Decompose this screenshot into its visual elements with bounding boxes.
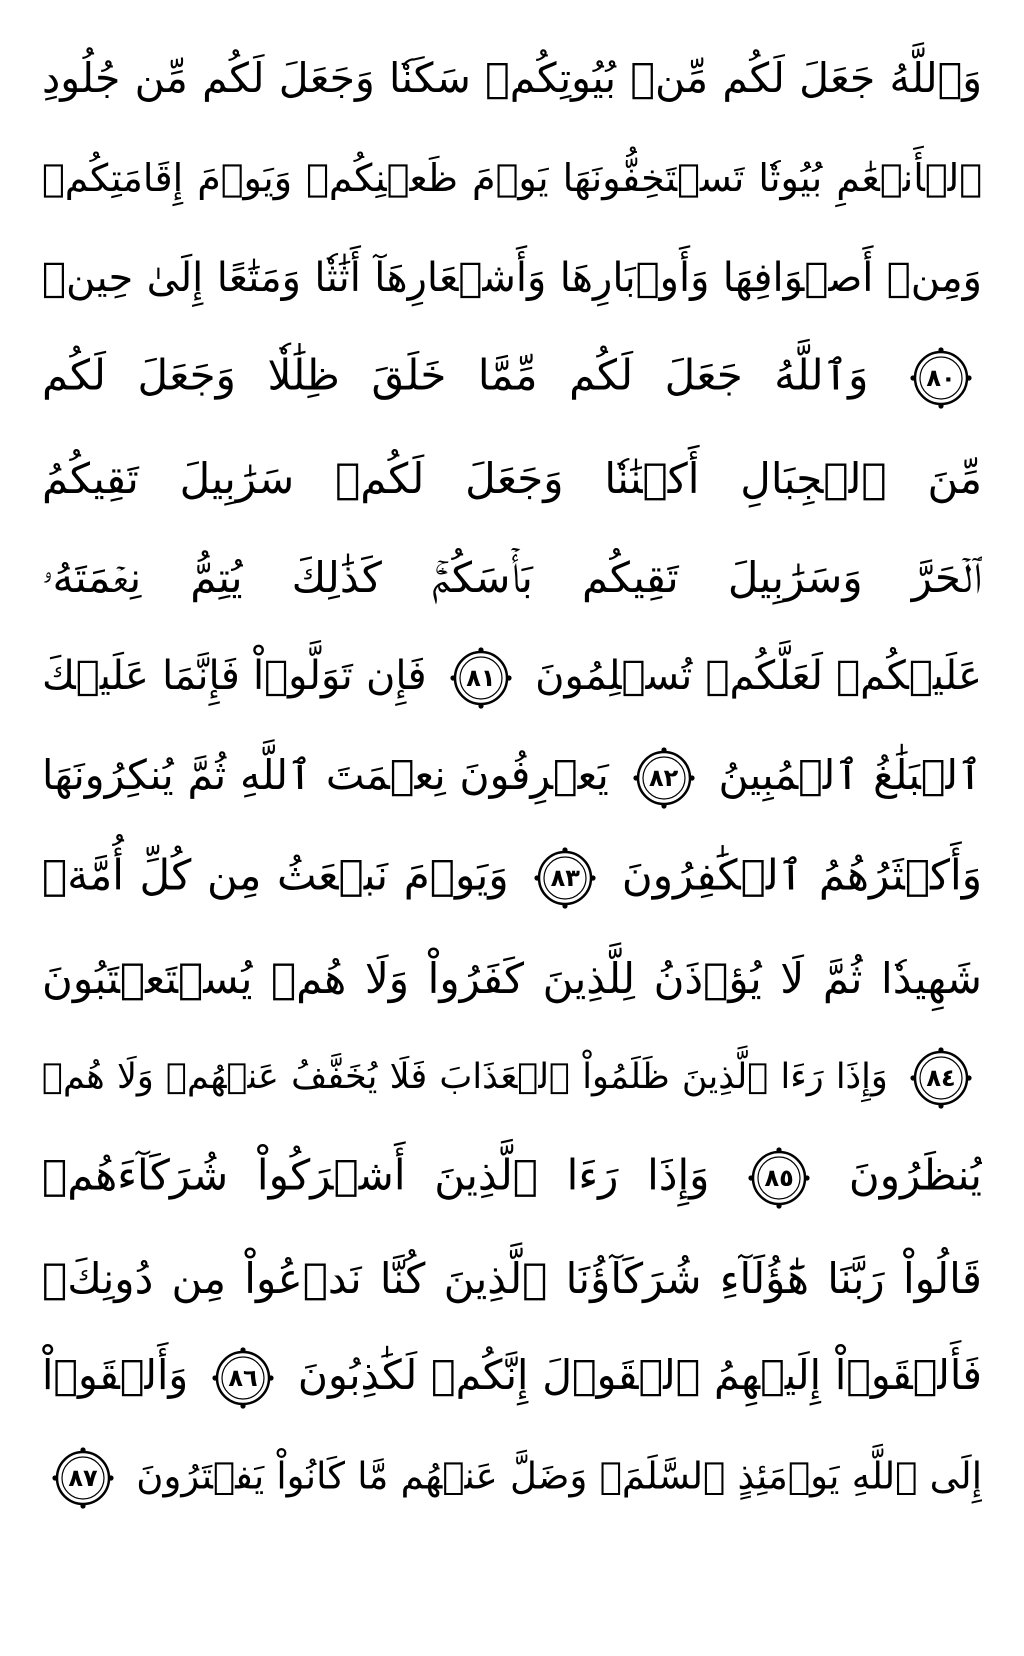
verse-line [42,928,982,1028]
verse-text: وَإِذَا رَءَا ٱلَّذِينَ ظَلَمُواْ ٱلۡعَذَابَ فَلَا يُخَفَّفُ عَنۡهُمۡ وَلَا هُمۡ [42,1057,888,1097]
verse-line-text [42,54,982,102]
ayah-number: ٨٥ [764,1164,794,1192]
verse-line-text [42,1347,982,1409]
verse-line [42,1328,982,1428]
verse-line [42,28,982,128]
verse-line [42,628,982,728]
ayah-number-marker [910,347,972,409]
verse-text: عَلَيۡكُمۡ لَعَلَّكُمۡ تُسۡلِمُونَ [535,653,982,699]
ayah-number: ٨٣ [550,864,580,892]
verse-line-text [42,1447,982,1509]
verse-line [42,428,982,528]
ayah-number: ٨٦ [228,1364,258,1392]
verse-line-text [42,553,982,603]
verse-text: وَإِذَا رَءَا ٱلَّذِينَ أَشۡرَكُواْ شُرَكَآءَهُمۡ [42,1150,710,1200]
verse-text: مِّنَ ٱلۡجِبَالِ أَكۡنَٰنٗا وَجَعَلَ لَكُمۡ سَرَٰبِيلَ تَقِيكُمُ [42,453,982,503]
verse-line-text [42,1147,982,1209]
ayah-number: ٨٤ [926,1064,956,1092]
ayah-number-marker [52,1447,114,1509]
verse-line [42,528,982,628]
ayah-number-marker [450,647,512,709]
verse-text: شَهِيدٗا ثُمَّ لَا يُؤۡذَنُ لِلَّذِينَ كَفَرُواْ وَلَا هُمۡ يُسۡتَعۡتَبُونَ [42,953,982,1003]
verse-text: إِلَى ٱللَّهِ يَوۡمَئِذٍ ٱلسَّلَمَۖ وَضَلَّ عَنۡهُم مَّا كَانُواْ يَفۡتَرُونَ [136,1454,982,1498]
verse-text: ٱلۡأَنۡعَٰمِ بُيُوتٗا تَسۡتَخِفُّونَهَا يَوۡمَ ظَعۡنِكُمۡ وَيَوۡمَ إِقَامَتِكُمۡ [42,156,982,200]
verse-text: قَالُواْ رَبَّنَا هَٰٓؤُلَآءِ شُرَكَآؤُنَا ٱلَّذِينَ كُنَّا نَدۡعُواْ مِن دُونِكَۖ [42,1253,982,1303]
verse-line-text [42,847,982,909]
verse-line-text [42,156,982,200]
verse-text: وَأَكۡثَرُهُمُ ٱلۡكَٰفِرُونَ [621,850,982,900]
verse-line [42,728,982,828]
verse-line [42,1128,982,1228]
ayah-number-marker [748,1147,810,1209]
verse-line-text [42,255,982,301]
ayah-number: ٨٠ [926,364,956,392]
verse-text: ٱلۡبَلَٰغُ ٱلۡمُبِينُ [718,751,982,799]
verse-lines [42,28,982,1528]
verse-line [42,128,982,228]
ayah-number-marker [534,847,596,909]
verse-text: وَيَوۡمَ نَبۡعَثُ مِن كُلِّ أُمَّةٖ [42,850,509,900]
verse-line [42,828,982,928]
verse-line-text [42,454,982,503]
verse-text: وَمِنۡ أَصۡوَافِهَا وَأَوۡبَارِهَا وَأَشۡعَارِهَآ أَثَٰثٗا وَمَتَٰعًا إِلَىٰ حِينٖ [42,255,982,301]
verse-text: وَٱللَّهُ جَعَلَ لَكُم مِّنۢ بُيُوتِكُمۡ سَكَنٗا وَجَعَلَ لَكُم مِّن جُلُودِ [42,54,982,102]
verse-text: يَعۡرِفُونَ نِعۡمَتَ ٱللَّهِ ثُمَّ يُنكِرُونَهَا [42,751,609,799]
ayah-number-marker [910,1047,972,1109]
verse-line [42,1028,982,1128]
verse-text: فَإِن تَوَلَّوۡاْ فَإِنَّمَا عَلَيۡكَ [42,653,427,699]
verse-line-text [42,347,982,409]
verse-text: يُنظَرُونَ [848,1150,982,1200]
ayah-number-marker [212,1347,274,1409]
verse-line-text [42,647,982,709]
verse-line-text [42,954,982,1003]
verse-line-text [42,1047,982,1109]
verse-text: وَٱللَّهُ جَعَلَ لَكُم مِّمَّا خَلَقَ ظِلَٰلٗا وَجَعَلَ لَكُم [42,350,869,400]
verse-text: ٱلۡحَرَّ وَسَرَٰبِيلَ تَقِيكُم بَأۡسَكُمۡۚ كَذَٰلِكَ يُتِمُّ نِعۡمَتَهُۥ [42,553,982,602]
verse-line [42,1428,982,1528]
verse-text: فَأَلۡقَوۡاْ إِلَيۡهِمُ ٱلۡقَوۡلَ إِنَّكُمۡ لَكَٰذِبُونَ [297,1351,982,1399]
verse-line [42,228,982,328]
ayah-number-marker [633,747,695,809]
verse-line [42,1228,982,1328]
ayah-number: ٨٢ [649,764,679,792]
verse-line-text [42,1254,982,1303]
verse-line-text [42,747,982,809]
verse-line [42,328,982,428]
ayah-number: ٨١ [466,664,496,692]
verse-text: وَأَلۡقَوۡاْ [42,1351,189,1399]
ayah-number: ٨٧ [68,1464,98,1492]
